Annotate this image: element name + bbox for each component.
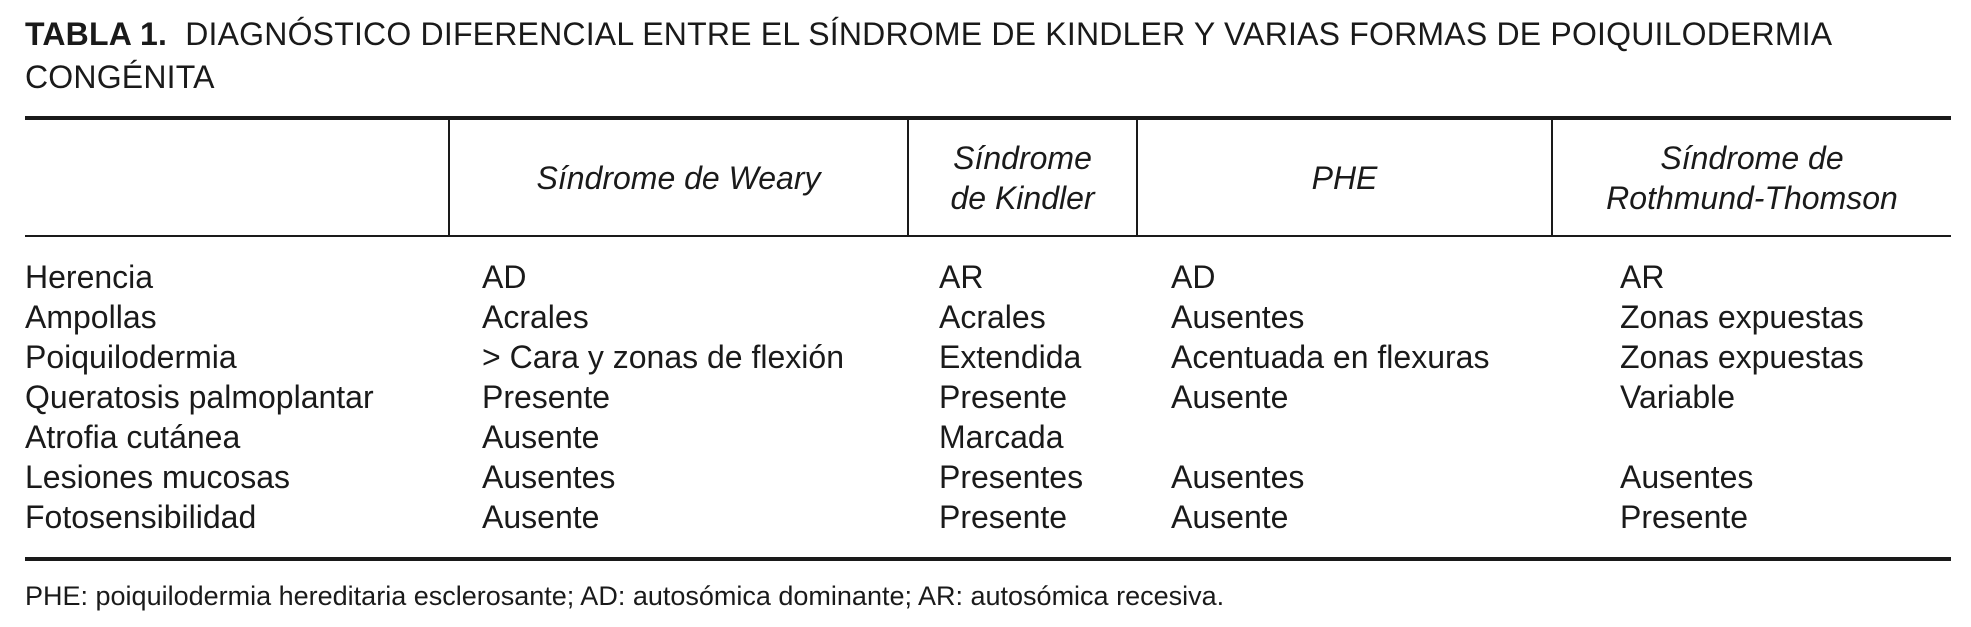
cell-phe: Ausente bbox=[1171, 499, 1289, 535]
cell-kindler: Acrales bbox=[939, 299, 1046, 335]
cell-weary: Ausente bbox=[482, 499, 600, 535]
cell-weary: Ausentes bbox=[482, 459, 616, 495]
row-label: Ampollas bbox=[25, 299, 157, 335]
header-rothmund-thomson bbox=[1551, 120, 1951, 235]
row-label: Queratosis palmoplantar bbox=[25, 379, 374, 415]
row-label: Poiquilodermia bbox=[25, 339, 237, 375]
cell-rothmund-thomson: Presente bbox=[1620, 499, 1749, 535]
cell-phe: Ausentes bbox=[1171, 459, 1305, 495]
cell-rothmund-thomson: AR bbox=[1620, 259, 1665, 295]
table-row bbox=[25, 297, 1951, 337]
cell-kindler: Presente bbox=[939, 379, 1068, 415]
table-body bbox=[25, 237, 1951, 557]
cell-weary: Ausente bbox=[482, 419, 600, 455]
cell-phe: Ausente bbox=[1171, 379, 1289, 415]
header-rothmund-thomson-label: Síndrome de Rothmund-Thomson bbox=[1606, 139, 1898, 216]
table-row bbox=[25, 377, 1951, 417]
cell-kindler: Extendida bbox=[939, 339, 1082, 375]
row-label: Herencia bbox=[25, 259, 154, 295]
cell-kindler: AR bbox=[939, 259, 984, 295]
cell-rothmund-thomson: Zonas expuestas bbox=[1620, 299, 1864, 335]
cell-kindler: Presente bbox=[939, 499, 1068, 535]
table-header bbox=[25, 120, 1951, 235]
row-label: Atrofia cutánea bbox=[25, 419, 241, 455]
cell-weary: > Cara y zonas de flexión bbox=[482, 339, 844, 375]
table-row bbox=[25, 337, 1951, 377]
cell-weary: AD bbox=[482, 259, 527, 295]
cell-kindler: Presentes bbox=[939, 459, 1084, 495]
cell-phe: Ausentes bbox=[1171, 299, 1305, 335]
table-title bbox=[25, 13, 1951, 99]
header-phe: PHE bbox=[1136, 120, 1551, 235]
cell-rothmund-thomson: Ausentes bbox=[1620, 459, 1754, 495]
cell-weary: Presente bbox=[482, 379, 611, 415]
header-kindler bbox=[907, 120, 1136, 235]
header-weary: Síndrome de Weary bbox=[448, 120, 907, 235]
cell-phe: AD bbox=[1171, 259, 1216, 295]
cell-kindler: Marcada bbox=[939, 419, 1064, 455]
table-row bbox=[25, 257, 1951, 297]
cell-phe: Acentuada en flexuras bbox=[1171, 339, 1490, 375]
cell-rothmund-thomson: Variable bbox=[1620, 379, 1736, 415]
cell-rothmund-thomson: Zonas expuestas bbox=[1620, 339, 1864, 375]
table-row bbox=[25, 497, 1951, 537]
cell-weary: Acrales bbox=[482, 299, 589, 335]
bottom-rule bbox=[25, 557, 1951, 561]
header-cell-empty bbox=[25, 120, 448, 235]
table-title-text: DIAGNÓSTICO DIFERENCIAL ENTRE EL SÍNDROME DE KINDLER Y VARIAS FORMAS DE POIQUILODERMIA CONGÉNITA bbox=[25, 16, 1831, 95]
row-label: Fotosensibilidad bbox=[25, 499, 257, 535]
table-row bbox=[25, 457, 1951, 497]
table-footnote: PHE: poiquilodermia hereditaria esclerosante; AD: autosómica dominante; AR: autosómica recesiva. bbox=[25, 581, 1225, 611]
table-row bbox=[25, 417, 1951, 457]
row-label: Lesiones mucosas bbox=[25, 459, 291, 495]
table-figure bbox=[25, 0, 1951, 614]
header-kindler-label: Síndrome de Kindler bbox=[950, 139, 1095, 216]
table-number: TABLA 1. bbox=[25, 16, 168, 52]
